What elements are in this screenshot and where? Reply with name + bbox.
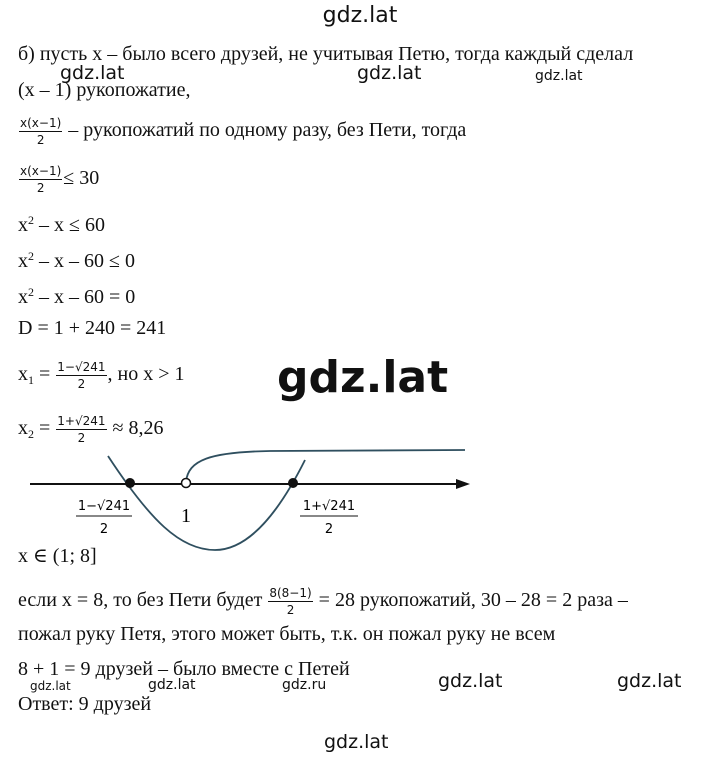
watermark: gdz.lat: [438, 670, 503, 692]
left-root-numerator: 1−√241: [77, 499, 131, 514]
fraction: $\frac{8(8-1)}{2}$: [269, 586, 312, 617]
root-point-left: [125, 478, 135, 488]
watermark-bottom: gdz.lat: [324, 731, 389, 753]
watermark: gdz.ru: [282, 677, 327, 693]
axis-arrow: [456, 479, 470, 489]
fraction: $\frac{1+√241}{2}$: [57, 414, 106, 445]
constraint-curve: [186, 450, 465, 482]
watermark: gdz.lat: [60, 62, 125, 84]
solution-interval: x ∈ (1; 8]: [18, 545, 97, 567]
solution-line-3: $\frac{x(x-1)}{2}$ – рукопожатий по одному разу, без Пети, тогда: [20, 116, 467, 147]
answer-line: Ответ: 9 друзей: [18, 693, 152, 715]
watermark-large: gdz.lat: [277, 352, 449, 403]
watermark: gdz.lat: [535, 68, 583, 84]
solution-line-13: 8 + 1 = 9 друзей – было вместе с Петей: [18, 658, 350, 680]
solution-line-6: $x^2 - x - 60 \le 0$: [18, 249, 135, 272]
solution-line-4: $\frac{x(x-1)}{2}$ ≤ 30: [20, 164, 100, 195]
watermark: gdz.lat: [30, 679, 71, 693]
solution-line-10: $x_2$ = $\frac{1+√241}{2}$ ≈ 8,26: [18, 414, 164, 445]
watermark: gdz.lat: [617, 670, 682, 692]
solution-line-5: $x^2 - x \le 60$: [18, 213, 105, 236]
solution-line-1: б) пусть x – было всего друзей, не учитывая Петю, тогда каждый сделал: [18, 43, 634, 65]
right-root-numerator: 1+√241: [302, 499, 356, 514]
solution-line-12: пожал руку Петя, этого может быть, т.к. он пожал руку не всем: [18, 623, 556, 645]
fraction: $\frac{x(x-1)}{2}$: [20, 116, 62, 147]
fraction: $\frac{x(x-1)}{2}$: [20, 164, 62, 195]
solution-line-9: $x_1$ = $\frac{1-√241}{2}$ , но x > 1: [18, 360, 185, 391]
root-point-right: [288, 478, 298, 488]
number-line-graph: [0, 440, 720, 555]
solution-line-8: D = 1 + 240 = 241: [18, 317, 167, 339]
solution-line-7: $x^2 - x - 60 = 0$: [18, 285, 136, 308]
open-point-one: [182, 479, 191, 488]
tick-label-one: 1: [181, 505, 191, 527]
solution-line-2: (x – 1) рукопожатие,: [18, 79, 191, 101]
fraction: $\frac{1-√241}{2}$: [57, 360, 106, 391]
watermark: gdz.lat: [148, 677, 196, 693]
watermark: gdz.lat: [357, 62, 422, 84]
solution-line-11: если x = 8, то без Пети будет $\frac{8(8-1)}{2}$ = 28 рукопожатий, 30 – 28 = 2 раза –: [18, 586, 628, 617]
right-root-denominator: 2: [324, 522, 334, 537]
watermark-top: gdz.lat: [322, 3, 398, 28]
parabola-curve: [108, 456, 305, 550]
left-root-denominator: 2: [99, 522, 109, 537]
